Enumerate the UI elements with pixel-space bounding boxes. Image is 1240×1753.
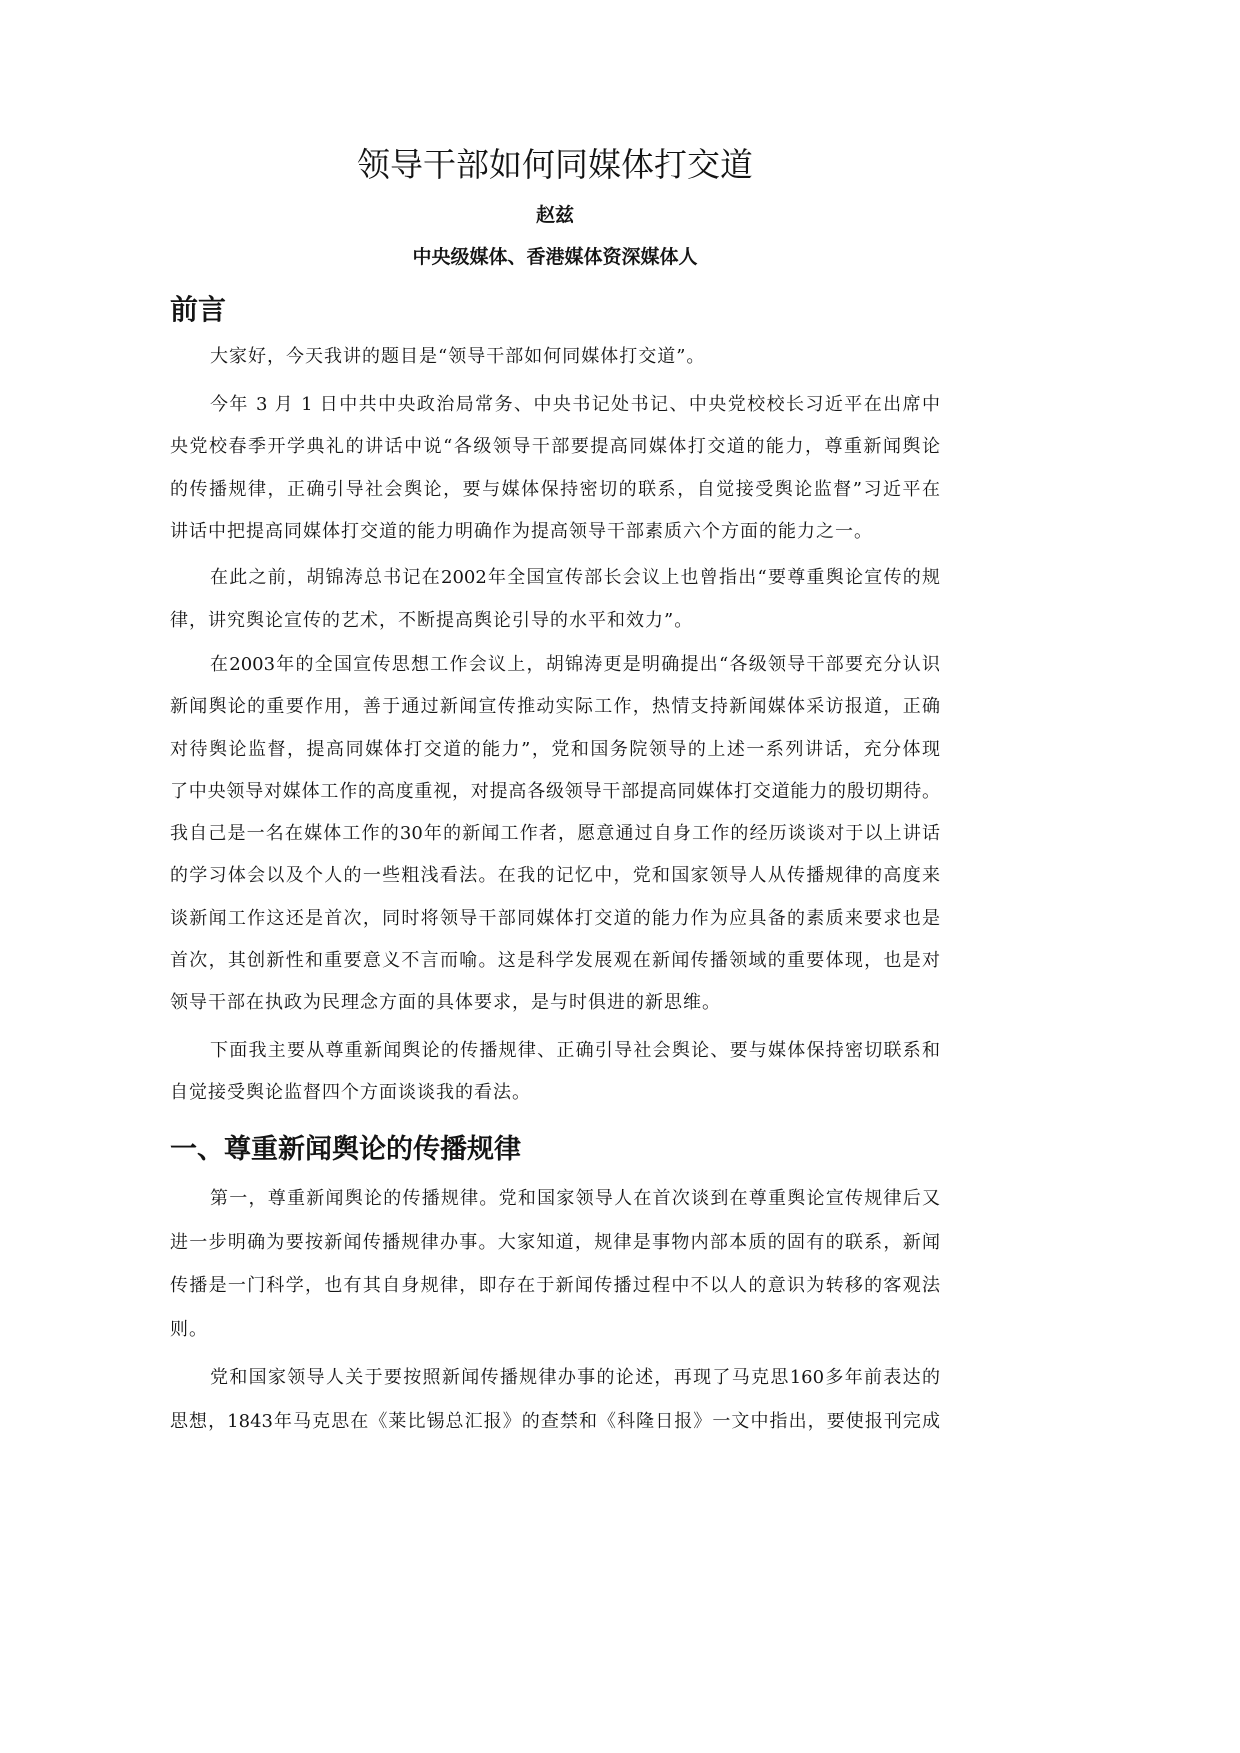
paragraph <box>170 557 940 642</box>
text-line: 则。 <box>170 1319 208 1341</box>
text-line: 的学习体会以及个人的一些粗浅看法。在我的记忆中，党和国家领导人从传播规律的高度来 <box>170 865 940 887</box>
text-line: 我自己是一名在媒体工作的30年的新闻工作者，愿意通过自身工作的经历谈谈对于以上讲话 <box>170 823 940 844</box>
text-line: 下面我主要从尊重新闻舆论的传播规律、正确引导社会舆论、要与媒体保持密切联系和 <box>210 1040 940 1061</box>
paragraph <box>170 1030 940 1114</box>
text-line: 在2003年的全国宣传思想工作会议上，胡锦涛更是明确提出“各级领导干部要充分认识 <box>210 654 940 675</box>
text-line: 传播是一门科学，也有其自身规律，即存在于新闻传播过程中不以人的意识为转移的客观法 <box>170 1275 940 1297</box>
text-line: 首次，其创新性和重要意义不言而喻。这是科学发展观在新闻传播领域的重要体现，也是对 <box>170 949 940 971</box>
paragraph <box>170 1356 940 1444</box>
text-line: 党和国家领导人关于要按照新闻传播规律办事的论述，再现了马克思160多年前表达的 <box>210 1367 940 1388</box>
author-name: 赵兹 <box>535 204 574 226</box>
paragraph <box>170 1177 940 1352</box>
author-affiliation: 中央级媒体、香港媒体资深媒体人 <box>412 246 698 268</box>
text-line: 讲话中把提高同媒体打交道的能力明确作为提高领导干部素质六个方面的能力之一。 <box>170 520 873 542</box>
paragraph <box>170 336 940 378</box>
text-line: 自觉接受舆论监督四个方面谈谈我的看法。 <box>170 1082 531 1103</box>
section-heading: 前言 <box>170 293 227 326</box>
text-line: 谈新闻工作这还是首次，同时将领导干部同媒体打交道的能力作为应具备的素质来要求也是 <box>170 907 940 929</box>
text-line: 第一，尊重新闻舆论的传播规律。党和国家领导人在首次谈到在尊重舆论宣传规律后又 <box>210 1188 940 1209</box>
text-line: 律，讲究舆论宣传的艺术，不断提高舆论引导的水平和效力”。 <box>170 609 694 631</box>
text-line: 领导干部在执政为民理念方面的具体要求，是与时俱进的新思维。 <box>170 992 721 1013</box>
text-line: 进一步明确为要按新闻传播规律办事。大家知道，规律是事物内部本质的固有的联系，新闻 <box>170 1231 940 1253</box>
text-line: 央党校春季开学典礼的讲话中说“各级领导干部要提高同媒体打交道的能力，尊重新闻舆论 <box>170 436 940 458</box>
document-title: 领导干部如何同媒体打交道 <box>357 145 753 184</box>
paragraph <box>170 644 940 1024</box>
text-line: 了中央领导对媒体工作的高度重视，对提高各级领导干部提高同媒体打交道能力的殷切期待。 <box>170 780 940 802</box>
section-heading: 一、尊重新闻舆论的传播规律 <box>170 1134 521 1165</box>
text-line: 的传播规律，正确引导社会舆论，要与媒体保持密切的联系，自觉接受舆论监督”习近平在 <box>170 478 940 500</box>
text-line: 对待舆论监督，提高同媒体打交道的能力”，党和国务院领导的上述一系列讲话，充分体现 <box>170 738 940 760</box>
text-line: 新闻舆论的重要作用，善于通过新闻宣传推动实际工作，热情支持新闻媒体采访报道，正确 <box>170 696 940 718</box>
text-line: 在此之前，胡锦涛总书记在2002年全国宣传部长会议上也曾指出“要尊重舆论宣传的规 <box>210 567 940 588</box>
paragraph <box>170 384 940 553</box>
text-line: 今年 3 月 1 日中共中央政治局常务、中央书记处书记、中央党校校长习近平在出席中 <box>210 394 940 415</box>
text-line: 思想，1843年马克思在《莱比锡总汇报》的查禁和《科隆日报》一文中指出，要使报刊完成 <box>170 1411 940 1432</box>
text-line: 大家好，今天我讲的题目是“领导干部如何同媒体打交道”。 <box>210 346 706 367</box>
